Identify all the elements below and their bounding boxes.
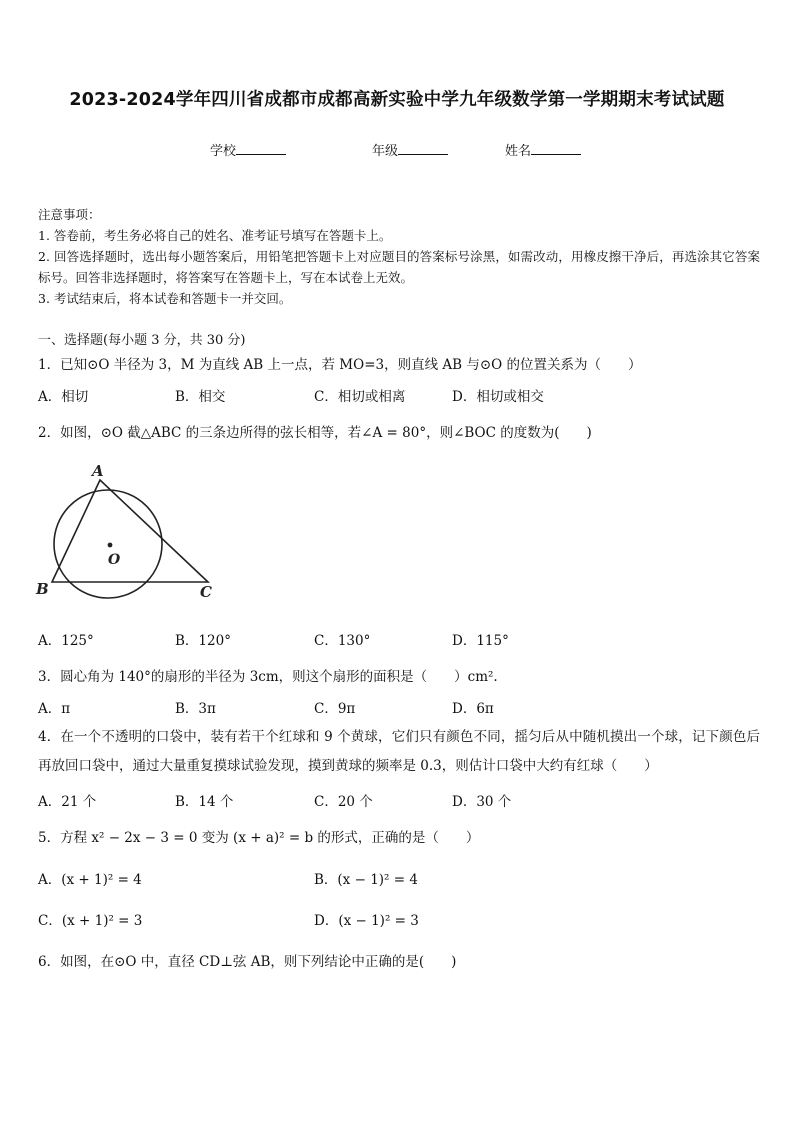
school-field xyxy=(210,140,286,159)
q3-option-c: C．9π xyxy=(314,701,356,717)
q1-option-d: D．相切或相交 xyxy=(452,389,544,405)
q3-option-d: D．6π xyxy=(452,701,494,717)
question-5-text: 5．方程 x² − 2x − 3 = 0 变为 (x + a)² = b 的形式，正确的是（ ） xyxy=(38,830,480,846)
school-label: 学校 xyxy=(210,144,237,159)
q5-option-c: C．(x + 1)² = 3 xyxy=(38,913,143,929)
q3-option-a: A．π xyxy=(38,701,71,717)
question-1-text: 1．已知⊙O 半径为 3，M 为直线 AB 上一点，若 MO=3，则直线 AB 与⊙O 的位置关系为（ ） xyxy=(38,357,642,373)
label-a: A xyxy=(92,462,104,480)
q3-option-b: B．3π xyxy=(175,701,216,717)
section-heading: 一、选择题(每小题 3 分，共 30 分) xyxy=(38,333,246,348)
q2-option-d: D．115° xyxy=(452,633,509,649)
q1-option-b: B．相交 xyxy=(175,389,226,405)
question-2-text: 2．如图，⊙O 截△ABC 的三条边所得的弦长相等，若∠A = 80°，则∠BOC 的度数为( ) xyxy=(38,425,592,441)
q2-option-b: B．120° xyxy=(175,633,231,649)
q2-option-a: A．125° xyxy=(38,633,94,649)
school-blank xyxy=(236,142,286,155)
grade-label: 年级 xyxy=(372,144,399,159)
q1-option-c: C．相切或相离 xyxy=(314,389,406,405)
label-c: C xyxy=(200,583,212,601)
q1-option-a: A．相切 xyxy=(38,389,89,405)
exam-title: 2023-2024学年四川省成都市成都高新实验中学九年级数学第一学期期末考试试题 xyxy=(69,90,725,110)
notes-heading: 注意事项： xyxy=(38,207,101,222)
q5-option-b: B．(x − 1)² = 4 xyxy=(314,872,418,888)
q4-option-c: C．20 个 xyxy=(314,794,373,810)
label-b: B xyxy=(36,580,49,598)
center-point-o xyxy=(108,543,113,548)
q5-option-a: A．(x + 1)² = 4 xyxy=(38,872,142,888)
q4-option-b: B．14 个 xyxy=(175,794,234,810)
name-label: 姓名 xyxy=(505,144,532,159)
note-item: 2. 回答选择题时，选出每小题答案后，用铅笔把答题卡上对应题目的答案标号涂黑，如需改动，用橡皮擦干净后，再选涂其它答案标号。回答非选择题时，将答案写在答题卡上，写在本试卷上无效。 xyxy=(38,249,760,285)
note-item: 1. 答卷前，考生务必将自己的姓名、准考证号填写在答题卡上。 xyxy=(38,228,392,243)
question-3-text: 3．圆心角为 140°的扇形的半径为 3cm，则这个扇形的面积是（ ）cm². xyxy=(38,669,498,685)
grade-blank xyxy=(398,142,448,155)
q2-option-c: C．130° xyxy=(314,633,371,649)
q4-option-d: D．30 个 xyxy=(452,794,512,810)
question-6-text: 6．如图，在⊙O 中，直径 CD⊥弦 AB，则下列结论中正确的是( ) xyxy=(38,954,457,970)
name-field xyxy=(505,140,581,159)
note-item: 3. 考试结束后，将本试卷和答题卡一并交回。 xyxy=(38,291,292,306)
q5-option-d: D．(x − 1)² = 3 xyxy=(314,913,419,929)
grade-field xyxy=(372,140,448,159)
label-o: O xyxy=(108,552,121,568)
question-4-text: 4．在一个不透明的口袋中，装有若干个红球和 9 个黄球，它们只有颜色不同，摇匀后从中随机摸出一个球，记下颜色后再放回口袋中，通过大量重复摸球试验发现，摸到黄球的频率是 0.3，则估计口袋中大约有红球（ ） xyxy=(38,729,760,774)
q4-option-a: A．21 个 xyxy=(38,794,97,810)
name-blank xyxy=(531,142,581,155)
triangle-circle-figure xyxy=(30,458,230,603)
notes xyxy=(38,204,760,309)
